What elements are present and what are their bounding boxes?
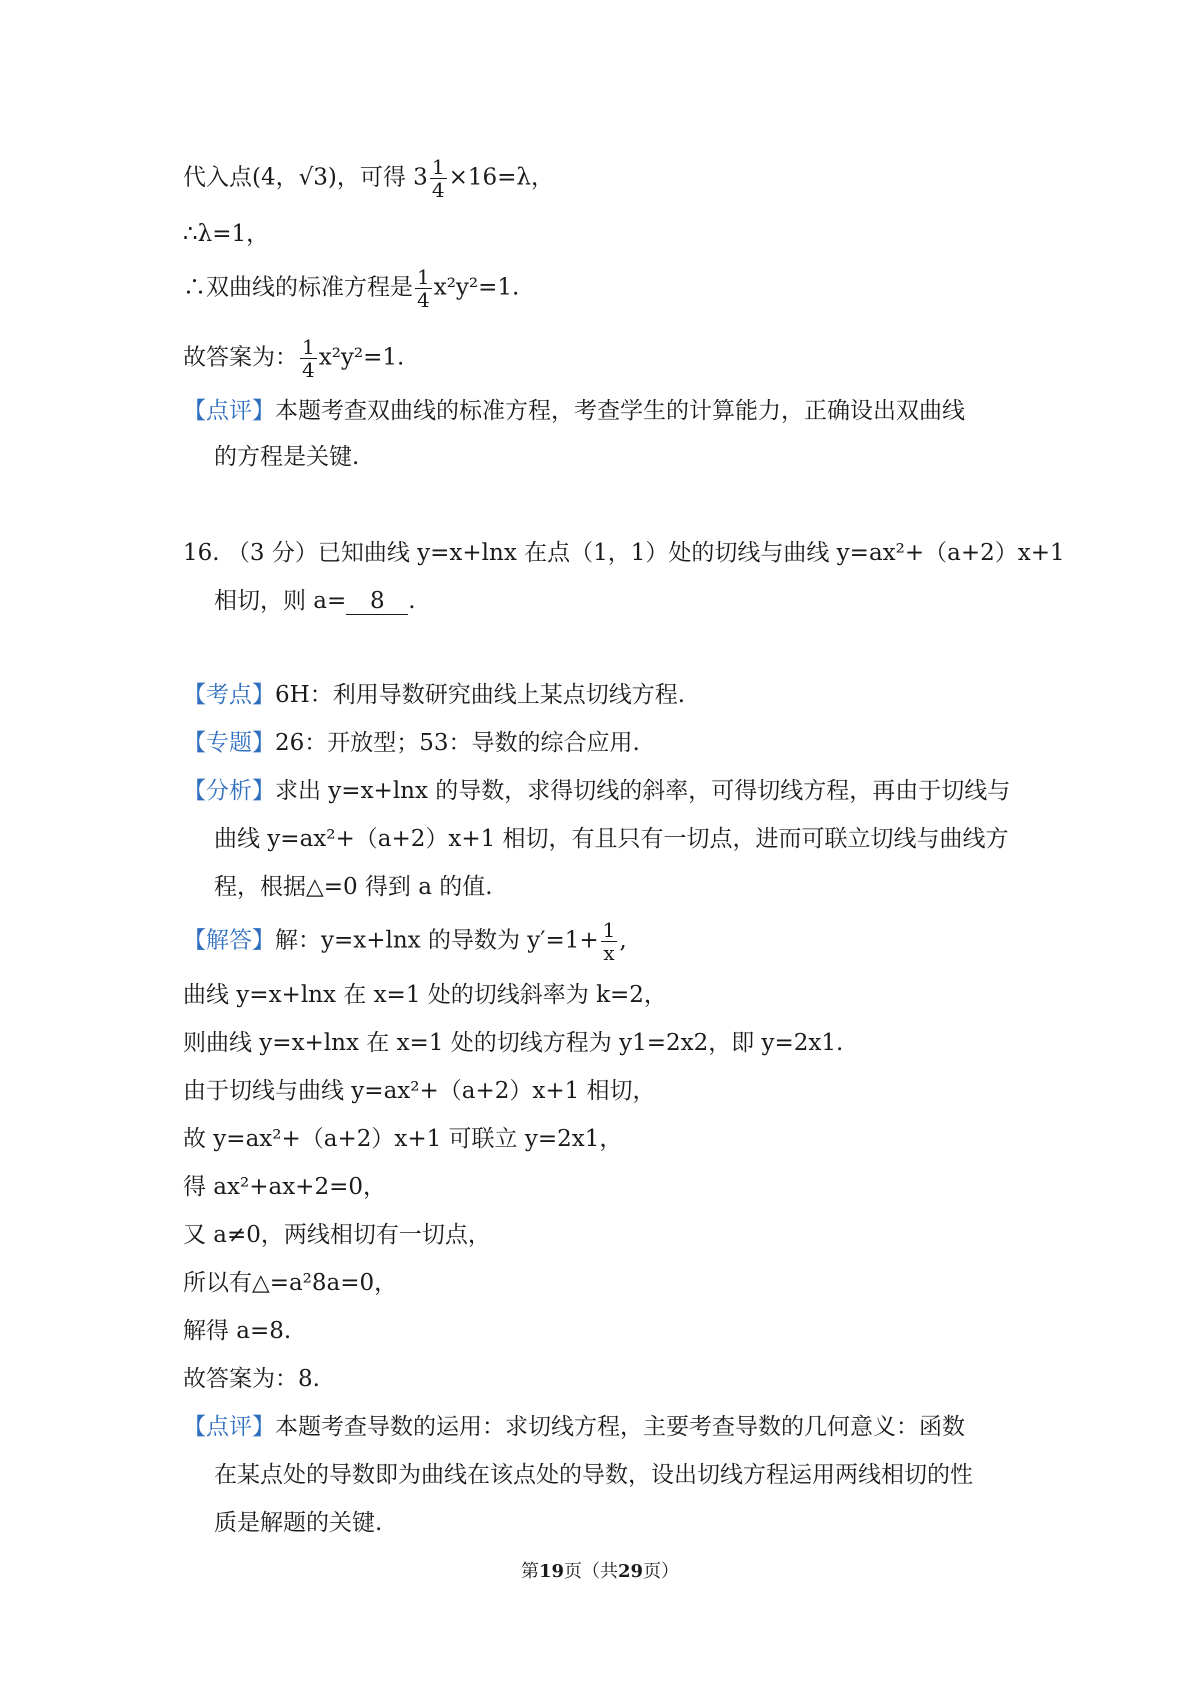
question-16-line2: 相切，则 a= 8 . (214, 588, 416, 614)
zhuanti-line: 【专题】26：开放型；53：导数的综合应用. (183, 730, 640, 756)
line-lambda: ∴λ=1， (183, 221, 270, 247)
dianping-line1: 【点评】本题考查导数的运用：求切线方程，主要考查导数的几何意义：函数 (183, 1414, 965, 1440)
fenxi-line3: 程，根据△=0 得到 a 的值. (214, 874, 493, 900)
kaodian-tag: 【考点】 (183, 682, 275, 708)
solution-step-4: 故 y=ax²+（a+2）x+1 可联立 y=2x1， (183, 1126, 623, 1152)
dianping-line2: 在某点处的导数即为曲线在该点处的导数，设出切线方程运用两线相切的性 (214, 1462, 973, 1488)
fenxi-line2: 曲线 y=ax²+（a+2）x+1 相切，有且只有一切点，进而可联立切线与曲线方 (214, 826, 1009, 852)
jieda-line: 【解答】解：y=x+lnx 的导数为 y′=1+ $\frac{1}{x}$ , (183, 918, 627, 965)
comment-1-line1: 【点评】本题考查双曲线的标准方程，考查学生的计算能力，正确设出双曲线 (183, 398, 965, 424)
solution-step-7: 所以有△=a²8a=0， (183, 1270, 398, 1296)
zhuanti-tag: 【专题】 (183, 730, 275, 756)
page-number: 19 (538, 1561, 564, 1582)
solution-step-6: 又 a≠0，两线相切有一切点， (183, 1222, 491, 1248)
dianping-line3: 质是解题的关键. (214, 1510, 383, 1536)
point-coord: (4，√3) (252, 164, 337, 191)
page-footer: 第19页（共29页） (520, 1561, 680, 1582)
jieda-tag: 【解答】 (183, 927, 275, 954)
solution-step-2: 则曲线 y=x+lnx 在 x=1 处的切线方程为 y1=2x2，即 y=2x1. (183, 1030, 844, 1056)
solution-step-5: 得 ax²+ax+2=0， (183, 1174, 386, 1200)
fraction: $\frac{1}{4}$ (417, 265, 430, 312)
solution-step-8: 解得 a=8. (183, 1318, 292, 1344)
line-answer-1: 故答案为： $\frac{1}{4}$ x²y²=1. (183, 335, 405, 382)
line-standard-equation: ∴双曲线的标准方程是 $\frac{1}{4}$ x²y²=1. (183, 265, 520, 312)
question-16-line1: 16. （3 分）已知曲线 y=x+lnx 在点（1，1）处的切线与曲线 y=ax²+（a+2）x+1 (183, 540, 1065, 566)
fenxi-tag: 【分析】 (183, 778, 275, 804)
fenxi-line1: 【分析】求出 y=x+lnx 的导数，求得切线的斜率，可得切线方程，再由于切线与 (183, 778, 1011, 804)
text: ，可得 3 (336, 164, 428, 191)
page-total: 29 (618, 1561, 644, 1582)
comment-1-line2: 的方程是关键. (214, 444, 360, 470)
comment-tag: 【点评】 (183, 398, 275, 424)
line-substitute-point (183, 156, 554, 201)
solution-step-1: 曲线 y=x+lnx 在 x=1 处的切线斜率为 k=2， (183, 982, 667, 1008)
kaodian-line: 【考点】6H：利用导数研究曲线上某点切线方程. (183, 682, 686, 708)
text: 代入点 (183, 164, 252, 191)
solution-step-9: 故答案为：8. (183, 1366, 320, 1392)
dianping-tag: 【点评】 (183, 1414, 275, 1440)
answer-blank: 8 (346, 588, 408, 615)
solution-step-3: 由于切线与曲线 y=ax²+（a+2）x+1 相切， (183, 1078, 656, 1104)
fraction: $\frac{1}{4}$ (431, 155, 445, 202)
fraction: $\frac{1}{4}$ (302, 335, 315, 382)
text: ×16=λ， (448, 164, 554, 191)
fraction: $\frac{1}{x}$ (602, 918, 616, 965)
